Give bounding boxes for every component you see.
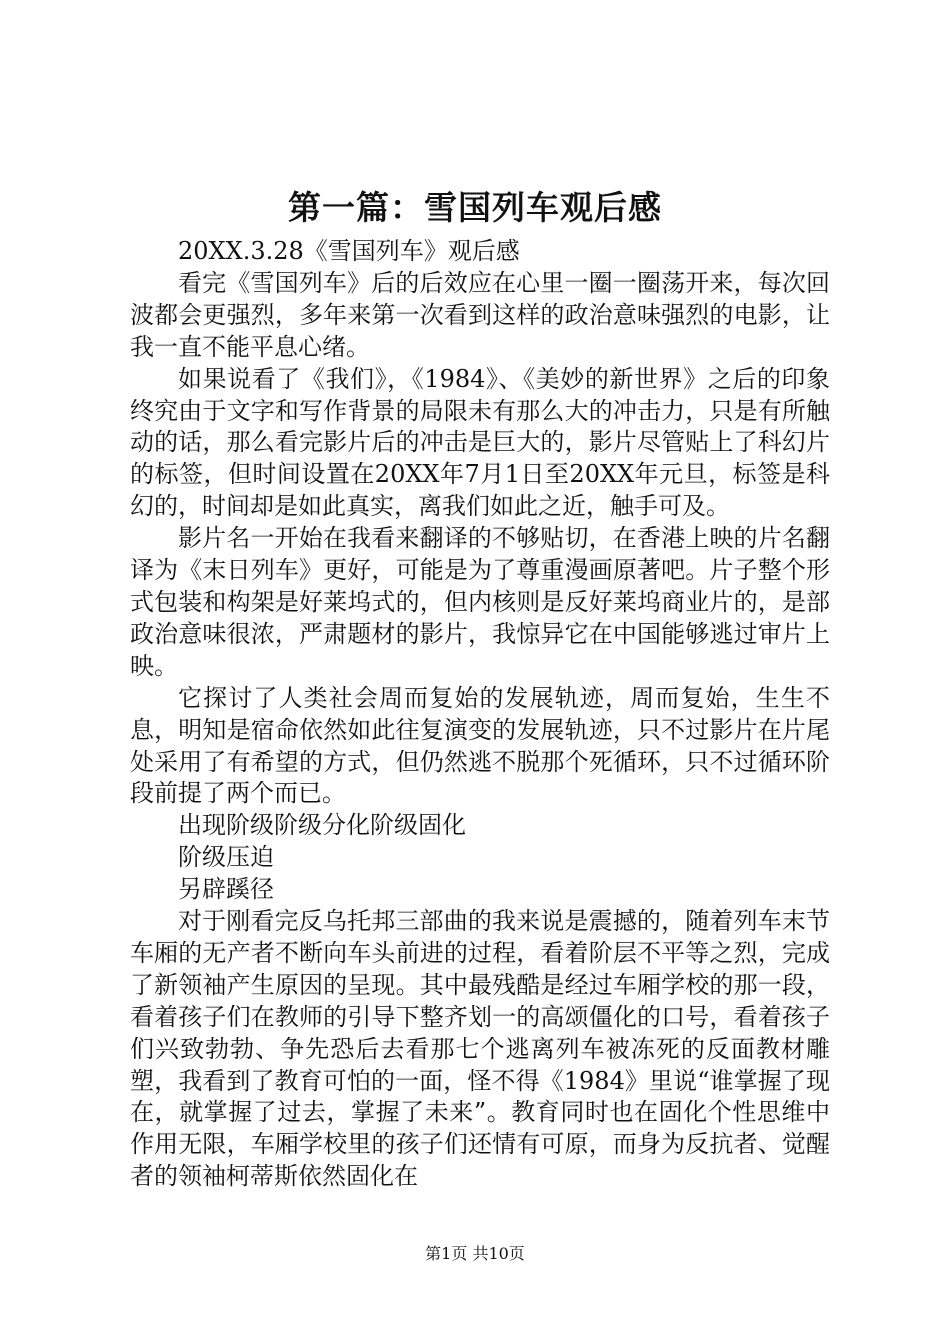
body-paragraph-5: 对于刚看完反乌托邦三部曲的我来说是震撼的，随着列车末节车厢的无产者不断向车头前进的过程，看着阶层不平等之烈，完成了新领袖产生原因的呈现。其中最残酷是经过车厢学校的那一段，看着孩子们在教师的引导下整齐划一的高颂僵化的口号，看着孩子们兴致勃勃、争先恐后去看那七个逃离列车被冻死的反面教材雕塑，我看到了教育可怕的一面，怪不得《1984》里说“谁掌握了现在，就掌握了过去，掌握了未来”。教育同时也在固化个性思维中作用无限，车厢学校里的孩子们还情有可原，而身为反抗者、觉醒者的领袖柯蒂斯依然固化在 — [130, 907, 830, 1191]
date-heading-paragraph: 20XX.3.28《雪国列车》观后感 — [178, 237, 520, 265]
page-title: 第一篇：雪国列车观后感 — [288, 188, 662, 227]
list-line-3: 另辟蹊径 — [178, 875, 274, 904]
body-paragraph-1: 看完《雪国列车》后的后效应在心里一圈一圈荡开来，每次回波都会更强烈，多年来第一次看到这样的政治意味强烈的电影，让我一直不能平息心绪。 — [130, 268, 830, 361]
document-body — [130, 236, 830, 1193]
body-paragraph-3: 影片名一开始在我看来翻译的不够贴切，在香港上映的片名翻译为《末日列车》更好，可能是为了尊重漫画原著吧。片子整个形式包装和构架是好莱坞式的，但内核则是反好莱坞商业片的，是部政治意味很浓，严肃题材的影片，我惊异它在中国能够逃过审片上映。 — [130, 524, 830, 680]
page-footer: 第1页 共10页 — [425, 1244, 525, 1263]
list-line-2: 阶级压迫 — [178, 843, 274, 872]
body-paragraph-4: 它探讨了人类社会周而复始的发展轨迹，周而复始，生生不息，明知是宿命依然如此往复演变的发展轨迹，只不过影片在片尾处采用了有希望的方式，但仍然逃不脱那个死循环，只不过循环阶段前提了两个而已。 — [130, 683, 830, 808]
list-line-1: 出现阶级阶级分化阶级固化 — [178, 811, 466, 840]
body-paragraph-2: 如果说看了《我们》，《1984》、《美妙的新世界》之后的印象终究由于文字和写作背景的局限未有那么大的冲击力，只是有所触动的话，那么看完影片后的冲击是巨大的，影片尽管贴上了科幻片的标签，但时间设置在20XX年7月1日至20XX年元旦，标签是科幻的，时间却是如此真实，离我们如此之近，触手可及。 — [130, 364, 830, 521]
